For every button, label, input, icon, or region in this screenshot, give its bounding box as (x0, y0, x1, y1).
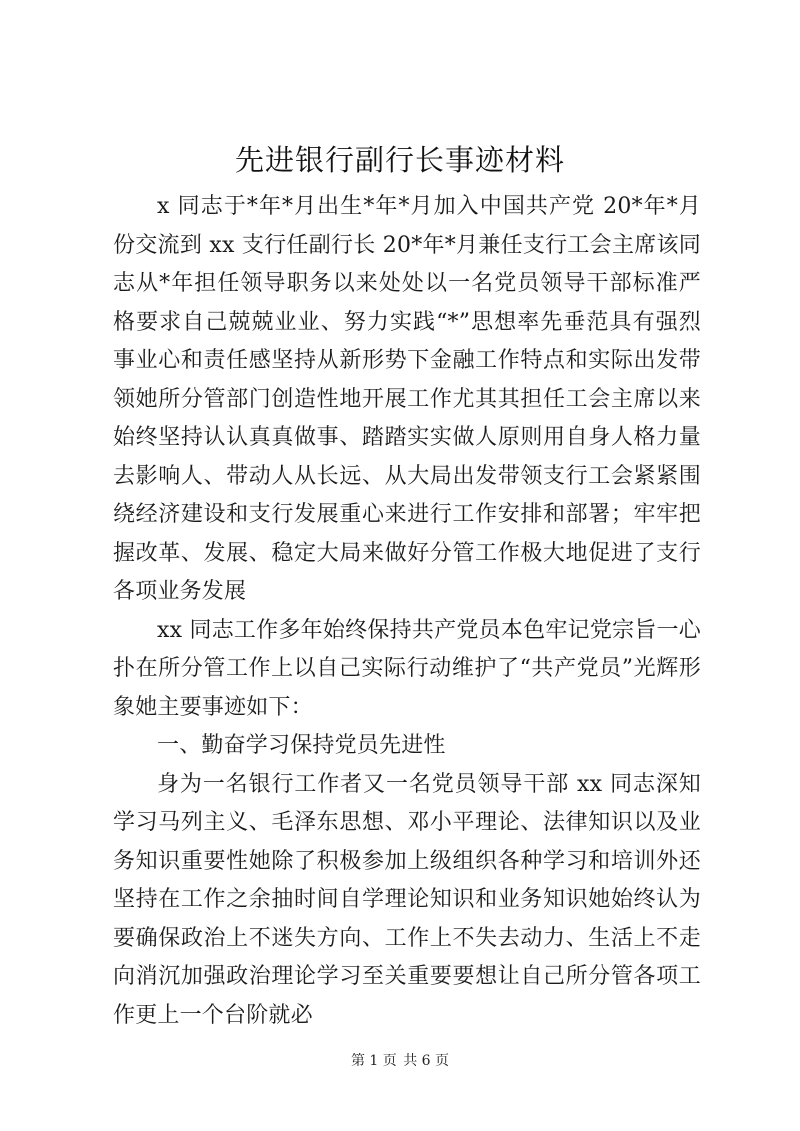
paragraph: xx 同志工作多年始终保持共产党员本色牢记党宗旨一心扑在所分管工作上以自己实际行动维护了“共产党员”光辉形象她主要事迹如下： (113, 617, 701, 720)
page-footer (0, 1051, 800, 1071)
page-number: 第 1 页 (350, 1053, 397, 1069)
paragraph: 身为一名银行工作者又一名党员领导干部 xx 同志深知学习马列主义、毛泽东思想、邓小平理论、法律知识以及业务知识重要性她除了积极参加上级组织各种学习和培训外还坚持在工作之余抽时间自学理论知识和业务知识她始终认为要确保政治上不迷失方向、工作上不失去动力、生活上不走向消沉加强政治理论学习至关重要要想让自己所分管各项工作更上一个台阶就必 (113, 771, 701, 1028)
page-total: 共 6 页 (403, 1053, 450, 1069)
paragraph: x 同志于*年*月出生*年*月加入中国共产党 20*年*月份交流到 xx 支行任副行长 20*年*月兼任支行工会主席该同志从*年担任领导职务以来处处以一名党员领导干部标准严格要求自己兢兢业业、努力实践“*”思想率先垂范具有强烈事业心和责任感坚持从新形势下金融工作特点和实际出发带领她所分管部门创造性地开展工作尤其其担任工会主席以来始终坚持认认真真做事、踏踏实实做人原则用自身人格力量去影响人、带动人从长远、从大局出发带领支行工会紧紧围绕经济建设和支行发展重心来进行工作安排和部署；牢牢把握改革、发展、稳定大局来做好分管工作极大地促进了支行各项业务发展 (113, 194, 701, 604)
section-heading: 一、勤奋学习保持党员先进性 (157, 733, 446, 758)
document-title: 先进银行副行长事迹材料 (234, 143, 565, 177)
document-body (113, 188, 701, 1035)
